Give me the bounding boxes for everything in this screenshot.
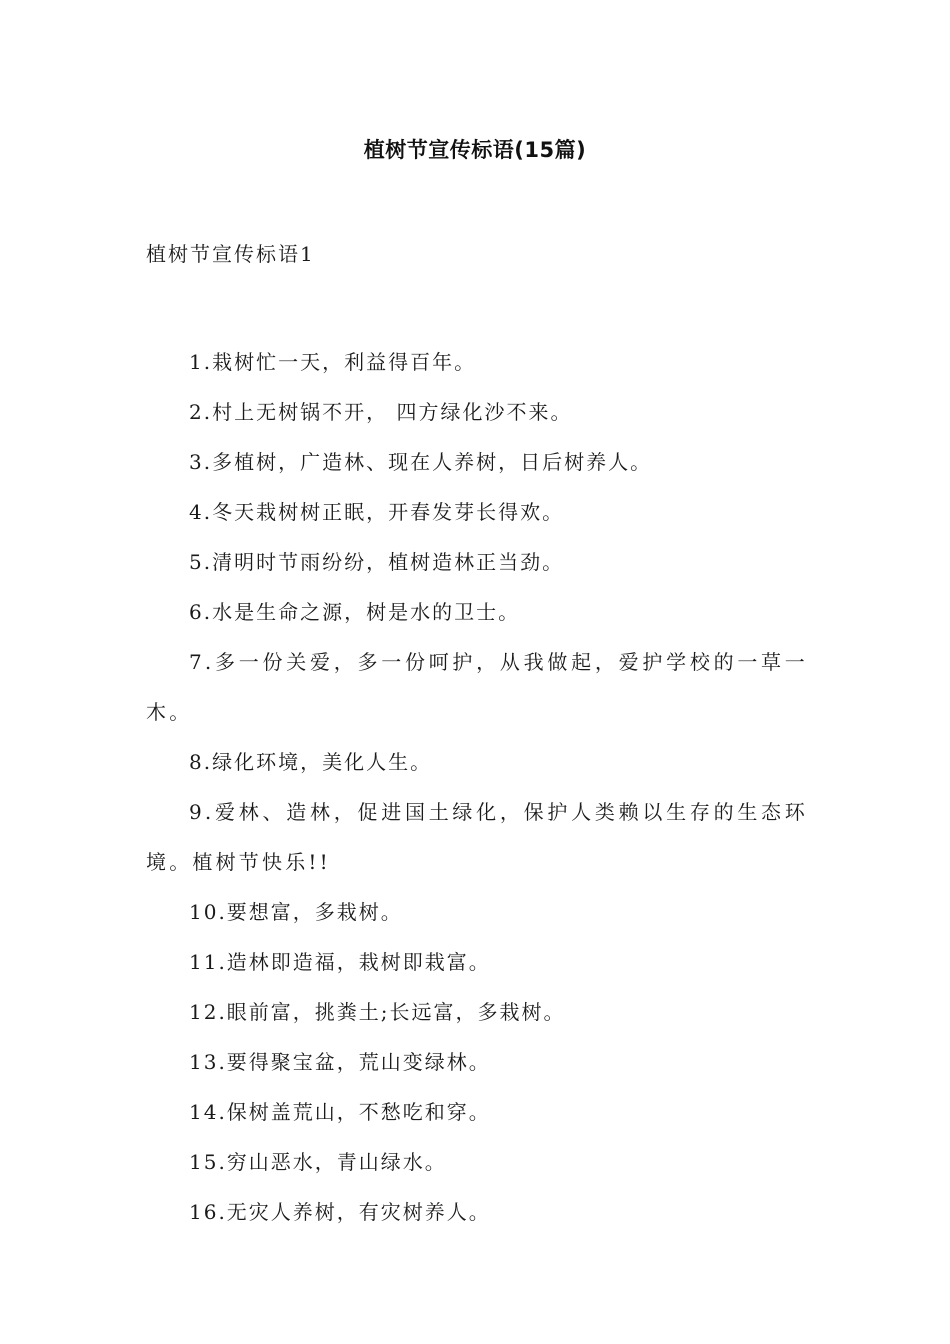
slogan-item: 7.多一份关爱，多一份呵护，从我做起，爱护学校的一草一木。 xyxy=(146,650,808,724)
slogan-item: 2.村上无树锅不开， 四方绿化沙不来。 xyxy=(189,400,573,424)
slogan-list xyxy=(146,337,808,1237)
slogan-item: 15.穷山恶水，青山绿水。 xyxy=(189,1150,447,1174)
slogan-item: 13.要得聚宝盆，荒山变绿林。 xyxy=(189,1050,491,1074)
slogan-item: 16.无灾人养树，有灾树养人。 xyxy=(189,1200,491,1224)
slogan-item: 3.多植树，广造林、现在人养树，日后树养人。 xyxy=(189,450,653,474)
slogan-item: 6.水是生命之源，树是水的卫士。 xyxy=(189,600,521,624)
slogan-item: 9.爱林、造林，促进国土绿化，保护人类赖以生存的生态环境。植树节快乐!! xyxy=(146,800,808,874)
slogan-item: 11.造林即造福，栽树即栽富。 xyxy=(189,950,491,974)
slogan-item: 8.绿化环境，美化人生。 xyxy=(189,750,433,774)
slogan-item: 10.要想富，多栽树。 xyxy=(189,900,403,924)
slogan-item: 4.冬天栽树树正眠，开春发芽长得欢。 xyxy=(189,500,565,524)
document-title: 植树节宣传标语(15篇) xyxy=(363,138,587,162)
slogan-item: 14.保树盖荒山，不愁吃和穿。 xyxy=(189,1100,491,1124)
slogan-item: 1.栽树忙一天，利益得百年。 xyxy=(189,350,477,374)
slogan-item: 5.清明时节雨纷纷，植树造林正当劲。 xyxy=(189,550,565,574)
section-heading: 植树节宣传标语1 xyxy=(146,242,315,266)
slogan-item: 12.眼前富，挑粪土;长远富，多栽树。 xyxy=(189,1000,566,1024)
